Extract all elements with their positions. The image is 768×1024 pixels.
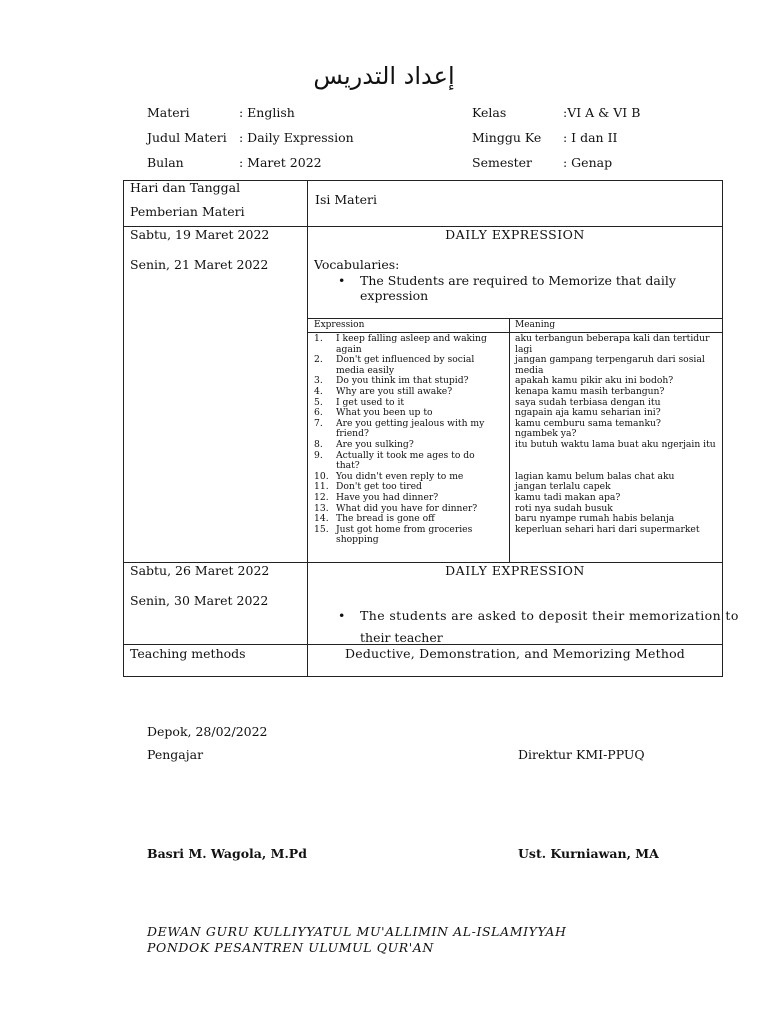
expression-item bbox=[314, 535, 506, 546]
meaning-header: Meaning bbox=[515, 320, 556, 330]
expression-number: 10. bbox=[314, 470, 329, 482]
expression-text: friend? bbox=[336, 428, 369, 440]
expression-text: What did you have for dinner? bbox=[336, 502, 478, 514]
semester-value: : Genap bbox=[563, 155, 613, 170]
table-column-divider bbox=[307, 181, 308, 676]
inner-table-top bbox=[308, 318, 722, 319]
judul-label: Judul Materi bbox=[147, 130, 227, 145]
expression-number: 14. bbox=[314, 513, 329, 525]
expression-text: Are you getting jealous with my bbox=[336, 417, 485, 429]
left-name: Basri M. Wagola, M.Pd bbox=[147, 846, 307, 861]
expression-text: Why are you still awake? bbox=[336, 385, 453, 397]
meaning-item: itu butuh waktu lama buat aku ngerjain itu bbox=[515, 438, 716, 450]
row2-date-1: Sabtu, 26 Maret 2022 bbox=[130, 563, 270, 578]
expression-number: 8. bbox=[314, 438, 323, 450]
semester-label: Semester bbox=[472, 155, 533, 170]
expression-text: Don't get too tired bbox=[336, 481, 422, 493]
expression-item bbox=[314, 440, 506, 451]
expression-text: What you been up to bbox=[336, 407, 433, 419]
footer-line-2: PONDOK PESANTREN ULUMUL QUR'AN bbox=[147, 940, 434, 955]
right-role: Direktur KMI-PPUQ bbox=[518, 747, 645, 762]
materi-label: Materi bbox=[147, 105, 190, 120]
meaning-item: jangan gampang terpengaruh dari sosial bbox=[515, 354, 705, 366]
expression-number: 5. bbox=[314, 396, 323, 408]
left-role: Pengajar bbox=[147, 747, 204, 762]
bullet-icon: • bbox=[338, 608, 346, 623]
row1-date-1: Sabtu, 19 Maret 2022 bbox=[130, 227, 270, 242]
inner-table-column-divider bbox=[509, 318, 510, 562]
expression-text: Don't get influenced by social bbox=[336, 354, 475, 366]
expression-text: I keep falling asleep and waking bbox=[336, 333, 487, 344]
expression-text: You didn't even reply to me bbox=[336, 470, 464, 482]
meaning-item bbox=[515, 451, 720, 462]
meaning-item: jangan terlalu capek bbox=[515, 481, 611, 493]
meaning-item: kenapa kamu masih terbangun? bbox=[515, 385, 665, 397]
expression-text: The bread is gone off bbox=[336, 513, 435, 525]
expression-text: Just got home from groceries bbox=[336, 523, 473, 535]
meaning-item: aku terbangun beberapa kali dan tertidur bbox=[515, 333, 710, 344]
expression-number: 11. bbox=[314, 481, 329, 493]
row1-heading: DAILY EXPRESSION bbox=[445, 227, 585, 242]
expression-number bbox=[314, 535, 336, 546]
expression-text: again bbox=[336, 343, 362, 355]
bulan-label: Bulan bbox=[147, 155, 184, 170]
judul-value: : Daily Expression bbox=[239, 130, 354, 145]
expression-item bbox=[314, 387, 506, 398]
meaning-item: saya sudah terbiasa dengan itu bbox=[515, 396, 661, 408]
meaning-item: kamu tadi makan apa? bbox=[515, 491, 621, 503]
row1-date-2: Senin, 21 Maret 2022 bbox=[130, 257, 269, 272]
expression-text: Actually it took me ages to do bbox=[336, 449, 475, 461]
kelas-value: :VI A & VI B bbox=[563, 105, 641, 120]
meaning-item: media bbox=[515, 364, 544, 376]
bulan-value: : Maret 2022 bbox=[239, 155, 322, 170]
expression-number: 4. bbox=[314, 385, 323, 397]
expression-number: 6. bbox=[314, 407, 323, 419]
header-day-date: Hari dan Tanggal bbox=[130, 180, 241, 195]
expression-number: 7. bbox=[314, 417, 323, 429]
expression-number: 9. bbox=[314, 449, 323, 461]
meaning-item: kamu cemburu sama temanku? bbox=[515, 417, 661, 429]
lesson-table bbox=[123, 180, 739, 677]
header-giving-material: Pemberian Materi bbox=[130, 204, 245, 219]
expression-list bbox=[314, 334, 506, 546]
expression-header: Expression bbox=[314, 320, 365, 330]
minggu-value: : I dan II bbox=[563, 130, 618, 145]
meaning-item: apakah kamu pikir aku ini bodoh? bbox=[515, 375, 674, 387]
expression-item bbox=[314, 493, 506, 504]
row1-bullet-line2: expression bbox=[360, 288, 429, 303]
expression-number: 15. bbox=[314, 523, 329, 535]
meaning-item: keperluan sehari hari dari supermarket bbox=[515, 523, 700, 535]
row2-date-2: Senin, 30 Maret 2022 bbox=[130, 593, 269, 608]
expression-number: 2. bbox=[314, 354, 323, 366]
meaning-list bbox=[515, 334, 720, 535]
meaning-item: roti nya sudah busuk bbox=[515, 502, 613, 514]
row2-bullet-line2: their teacher bbox=[360, 630, 443, 645]
expression-text: Have you had dinner? bbox=[336, 491, 439, 503]
materi-value: : English bbox=[239, 105, 295, 120]
row2-bullet-line1: The students are asked to deposit their memorization to bbox=[360, 608, 739, 623]
place-date: Depok, 28/02/2022 bbox=[147, 724, 268, 739]
expression-item bbox=[314, 334, 506, 345]
meaning-item: lagi bbox=[515, 343, 533, 355]
expression-number: 12. bbox=[314, 491, 329, 503]
right-name: Ust. Kurniawan, MA bbox=[518, 846, 659, 861]
row2-heading: DAILY EXPRESSION bbox=[445, 563, 585, 578]
meaning-item: ngambek ya? bbox=[515, 428, 577, 440]
document-title: إعداد التدريس bbox=[313, 62, 455, 90]
minggu-label: Minggu Ke bbox=[472, 130, 542, 145]
bullet-icon: • bbox=[338, 273, 346, 288]
expression-text: Are you sulking? bbox=[336, 438, 414, 450]
footer-line-1: DEWAN GURU KULLIYYATUL MU'ALLIMIN AL-ISLAMIYYAH bbox=[147, 924, 567, 939]
header-content: Isi Materi bbox=[315, 192, 377, 207]
meaning-item: lagian kamu belum balas chat aku bbox=[515, 470, 675, 482]
expression-text: shopping bbox=[336, 534, 379, 546]
teaching-methods-value: Deductive, Demonstration, and Memorizing Method bbox=[345, 646, 685, 661]
row1-bullet-line1: The Students are required to Memorize that daily bbox=[360, 273, 676, 288]
teaching-methods-label: Teaching methods bbox=[130, 646, 246, 661]
expression-text: Do you think im that stupid? bbox=[336, 375, 469, 387]
expression-number: 3. bbox=[314, 375, 323, 387]
kelas-label: Kelas bbox=[472, 105, 507, 120]
meaning-item: baru nyampe rumah habis belanja bbox=[515, 513, 675, 525]
expression-number: 13. bbox=[314, 502, 329, 514]
expression-text: media easily bbox=[336, 364, 395, 376]
expression-text: I get used to it bbox=[336, 396, 405, 408]
expression-number: 1. bbox=[314, 333, 323, 344]
vocab-label: Vocabularies: bbox=[314, 257, 400, 272]
meaning-item: ngapain aja kamu seharian ini? bbox=[515, 407, 661, 419]
expression-text: that? bbox=[336, 460, 360, 472]
